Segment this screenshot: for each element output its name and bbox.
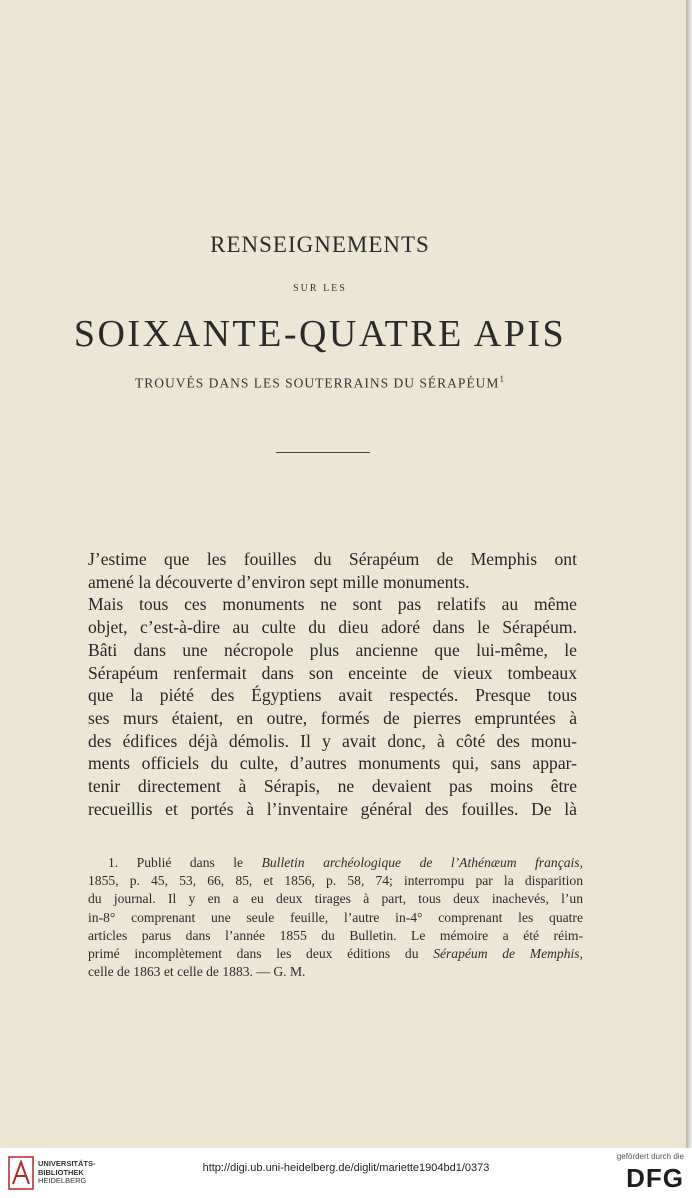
body-line: J’estime que les fouilles du Sérapéum de Memphis ont bbox=[88, 549, 577, 569]
title-renseignements: RENSEIGNEMENTS bbox=[210, 232, 430, 257]
footnote-line: articles parus dans l’année 1855 du Bulletin. Le mémoire a été réim- bbox=[88, 927, 583, 943]
title-sur-les: SUR LES bbox=[293, 283, 347, 294]
footnote bbox=[88, 854, 583, 981]
page-edge bbox=[686, 0, 692, 1148]
uni-line: BIBLIOTHEK bbox=[38, 1167, 84, 1177]
section-divider bbox=[276, 452, 370, 453]
footnote-text: , bbox=[579, 946, 583, 962]
footnote-line: in-8° comprenant une seule feuille, l’autre in-4° comprenant les quatre bbox=[88, 909, 583, 925]
body-text bbox=[88, 548, 577, 820]
body-line: ments officiels du culte, d’autres monuments qui, sans appar- bbox=[88, 753, 577, 774]
title-main: SOIXANTE-QUATRE APIS bbox=[73, 313, 567, 355]
footnote-text: primé incomplètement dans les deux éditions du bbox=[88, 946, 434, 962]
body-line: amené la découverte d’environ sept mille monuments. bbox=[88, 571, 470, 592]
footnote-line: celle de 1863 et celle de 1883. — G. M. bbox=[88, 964, 306, 980]
book-title: Sérapéum de Memphis bbox=[433, 946, 580, 962]
footnote-text: , bbox=[579, 855, 583, 870]
dfg-funding-note: gefördert durch die bbox=[616, 1152, 684, 1161]
footnote-line bbox=[88, 945, 583, 963]
body-line: tenir directement à Sérapis, ne devaient pas moins être bbox=[88, 776, 577, 797]
uni-line: UNIVERSITÄTS- bbox=[38, 1159, 96, 1168]
footnote-line: du journal. Il y en a eu deux tirages à part, tous deux inachevés, l’un bbox=[88, 891, 583, 907]
footnote-line bbox=[88, 854, 583, 872]
dfg-logo: DFG bbox=[626, 1163, 684, 1193]
subtitle-text: TROUVÉS DANS LES SOUTERRAINS DU SÉRAPÉUM bbox=[135, 375, 500, 391]
body-line: Bâti dans une nécropole plus ancienne que lui-même, le bbox=[88, 639, 577, 660]
body-line: recueillis et portés à l’inventaire général des fouilles. De là bbox=[88, 798, 577, 819]
uni-line: HEIDELBERG bbox=[38, 1176, 87, 1185]
title-subtitle bbox=[0, 374, 640, 392]
permalink-url[interactable]: http://digi.ub.uni-heidelberg.de/diglit/mariette1904bd1/0373 bbox=[202, 1162, 490, 1174]
body-line: que la piété des Égyptiens avait respectés. Presque tous bbox=[88, 685, 577, 706]
journal-title: Bulletin archéologique de l’Athénæum français bbox=[261, 855, 580, 870]
footnote-line: 1855, p. 45, 53, 66, 85, et 1856, p. 58, 74; interrompu par la disparition bbox=[88, 873, 583, 889]
body-line: des édifices déjà démolis. Il y avait donc, à côté des monu- bbox=[88, 730, 577, 751]
body-line: Sérapéum renfermait dans son enceinte de vieux tombeaux bbox=[88, 662, 577, 683]
body-line: objet, c’est-à-dire au culte du dieu adoré dans le Sérapéum. bbox=[88, 617, 577, 638]
body-line: Mais tous ces monuments ne sont pas relatifs au même bbox=[88, 594, 577, 615]
footnote-marker: 1 bbox=[499, 374, 505, 384]
footnote-text: 1. Publié dans le bbox=[108, 855, 262, 870]
body-line: ses murs étaient, en outre, formés de pierres empruntées à bbox=[88, 707, 577, 728]
